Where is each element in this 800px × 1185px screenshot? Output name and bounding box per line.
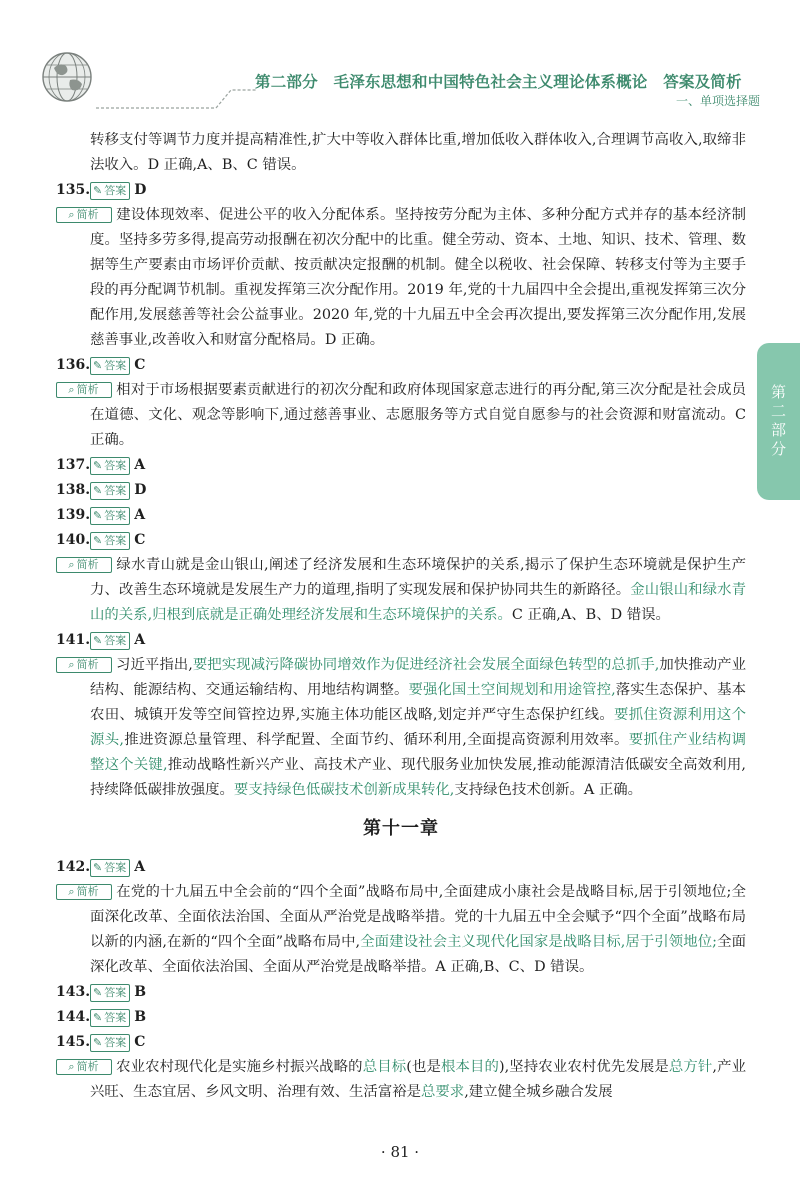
answer-letter: D [134,182,147,198]
question-141-analysis: ⌕ 简析 习近平指出,要把实现减污降碳协同增效作为促进经济社会发展全面绿色转型的总抓手,加快推动产业结构、能源结构、交通运输结构、用地结构调整。要强化国土空间规划和用途管控,落实生态保护、基本农田、城镇开发等空间管控边界,实施主体功能区战略,划定并严守生态保护红线。要抓住资源利用这个源头,推进资源总量管理、科学配置、全面节约、循环利用,全面提高资源利用效率。要抓住产业结构调整这个关键,推动战略性新兴产业、高技术产业、现代服务业加快发展,推动能源清洁低碳安全高效利用,持续降低碳排放强度。要支持绿色低碳技术创新成果转化,支持绿色技术创新。A 正确。 [56,653,746,803]
header-title: 第二部分 毛泽东思想和中国特色社会主义理论体系概论 答案及简析 [255,73,742,91]
analysis-badge: ⌕ 简析 [56,1059,112,1075]
question-136-answer [56,353,746,378]
question-number: 145. [56,1034,91,1050]
question-145-analysis: ⌕ 简析 农业农村现代化是实施乡村振兴战略的总目标(也是根本目的),坚持农业农村优先发展是总方针,产业兴旺、生态宜居、乡风文明、治理有效、生活富裕是总要求,建立健全城乡融合发展 [56,1055,746,1105]
chapter-title: 第十一章 [363,818,439,839]
highlighted-text: 总要求 [421,1084,465,1100]
question-number: 143. [56,984,91,1000]
analysis-badge: ⌕ 简析 [56,557,112,573]
highlighted-text: 总目标 [362,1059,407,1075]
pencil-icon: ✎ [93,508,103,522]
answer-badge: ✎ 答案 [90,482,130,500]
analysis-badge: ⌕ 简析 [56,382,112,398]
answer-badge: ✎ 答案 [90,357,130,375]
header-rule [96,88,256,110]
pencil-icon: ✎ [93,358,103,372]
header-subtitle: 一、单项选择题 [675,94,760,108]
question-140-answer [56,528,746,553]
intro-paragraph: 转移支付等调节力度并提高精准性,扩大中等收入群体比重,增加低收入群体收入,合理调节高收入,取缔非法收入。D 正确,A、B、C 错误。 [90,132,746,173]
page-header [0,0,800,110]
answer-badge: ✎ 答案 [90,1034,130,1052]
answer-letter: A [134,859,146,875]
question-number: 139. [56,507,91,523]
pencil-icon: ✎ [93,533,103,547]
question-number: 141. [56,632,91,648]
answer-badge: ✎ 答案 [90,984,130,1002]
pencil-icon: ✎ [93,985,103,999]
question-135-answer [56,178,746,203]
magnifier-icon: ⌕ [68,558,75,571]
answer-letter: C [134,1034,146,1050]
analysis-badge: ⌕ 简析 [56,884,112,900]
pencil-icon: ✎ [93,860,103,874]
answer-letter: C [134,357,146,373]
magnifier-icon: ⌕ [68,208,75,221]
highlighted-text: 根本目的 [440,1059,499,1075]
magnifier-icon: ⌕ [68,1060,75,1073]
highlighted-text: 要抓住产业结构调整这个关键, [90,732,746,773]
pencil-icon: ✎ [93,458,103,472]
answer-letter: C [134,532,146,548]
question-number: 137. [56,457,91,473]
answer-letter: B [134,1009,147,1025]
answer-content [56,128,746,1105]
question-144-answer [56,1005,746,1030]
answer-letter: D [134,482,147,498]
magnifier-icon: ⌕ [68,885,75,898]
question-139-answer [56,503,746,528]
highlighted-text: 要把实现减污降碳协同增效作为促进经济社会发展全面绿色转型的总抓手, [192,657,660,673]
answer-letter: B [134,984,147,1000]
answer-letter: A [134,457,146,473]
analysis-badge: ⌕ 简析 [56,657,112,673]
question-136-analysis: ⌕ 简析 相对于市场根据要素贡献进行的初次分配和政府体现国家意志进行的再分配,第三次分配是社会成员在道德、文化、观念等影响下,通过慈善事业、志愿服务等方式自觉自愿参与的社会资源和财富流动。C 正确。 [56,378,746,453]
highlighted-text: 要抓住资源利用这个源头, [90,707,746,748]
answer-badge: ✎ 答案 [90,182,130,200]
question-142-analysis: ⌕ 简析 在党的十九届五中全会前的“四个全面”战略布局中,全面建成小康社会是战略目标,居于引领地位;全面深化改革、全面依法治国、全面从严治党是战略举措。党的十九届五中全会赋予“四个全面”战略布局以新的内涵,在新的“四个全面”战略布局中,全面建设社会主义现代化国家是战略目标,居于引领地位;全面深化改革、全面依法治国、全面从严治党是战略举措。A 正确,B、C、D 错误。 [56,880,746,980]
question-138-answer [56,478,746,503]
question-number: 135. [56,182,91,198]
pencil-icon: ✎ [93,483,103,497]
answer-badge: ✎ 答案 [90,859,130,877]
answer-badge: ✎ 答案 [90,457,130,475]
highlighted-text: 总方针 [668,1059,713,1075]
question-143-answer [56,980,746,1005]
pencil-icon: ✎ [93,1035,103,1049]
question-141-answer [56,628,746,653]
question-140-analysis: ⌕ 简析 绿水青山就是金山银山,阐述了经济发展和生态环境保护的关系,揭示了保护生态环境就是保护生产力、改善生态环境就是发展生产力的道理,指明了实现发展和保护协同共生的新路径。金山银山和绿水青山的关系,归根到底就是正确处理经济发展和生态环境保护的关系。C 正确,A、B、D 错误。 [56,553,746,628]
answer-badge: ✎ 答案 [90,1009,130,1027]
highlighted-text: 金山银山和绿水青山的关系,归根到底就是正确处理经济发展和生态环境保护的关系。 [90,582,746,623]
question-number: 136. [56,357,91,373]
answer-letter: A [134,632,146,648]
pencil-icon: ✎ [93,183,103,197]
answer-badge: ✎ 答案 [90,507,130,525]
analysis-badge: ⌕ 简析 [56,207,112,223]
side-tab-label: 第二部分 [769,383,787,460]
question-number: 144. [56,1009,91,1025]
answer-letter: A [134,507,146,523]
magnifier-icon: ⌕ [68,383,75,396]
section-side-tab [757,343,800,500]
pencil-icon: ✎ [93,633,103,647]
question-137-answer [56,453,746,478]
question-135-analysis: ⌕ 简析 建设体现效率、促进公平的收入分配体系。坚持按劳分配为主体、多种分配方式并存的基本经济制度。坚持多劳多得,提高劳动报酬在初次分配中的比重。健全劳动、资本、土地、知识、技术、管理、数据等生产要素由市场评价贡献、按贡献决定报酬的机制。健全以税收、社会保障、转移支付等为主要手段的再分配调节机制。重视发挥第三次分配作用。2019 年,党的十九届四中全会提出,重视发挥第三次分配作用,发展慈善等社会公益事业。2020 年,党的十九届五中全会再次提出,要发挥第三次分配作用,发展慈善事业,改善收入和财富分配格局。D 正确。 [56,203,746,353]
question-number: 142. [56,859,91,875]
page-number: · 81 · [380,1143,420,1161]
question-number: 138. [56,482,91,498]
highlighted-text: 要强化国土空间规划和用途管控, [408,682,616,698]
highlighted-text: 要支持绿色低碳技术创新成果转化, [233,782,455,798]
question-142-answer [56,855,746,880]
question-145-answer [56,1030,746,1055]
answer-badge: ✎ 答案 [90,532,130,550]
magnifier-icon: ⌕ [68,658,75,671]
globe-logo-icon [40,50,94,104]
answer-badge: ✎ 答案 [90,632,130,650]
highlighted-text: 全面建设社会主义现代化国家是战略目标,居于引领地位; [360,934,718,950]
pencil-icon: ✎ [93,1010,103,1024]
question-number: 140. [56,532,91,548]
